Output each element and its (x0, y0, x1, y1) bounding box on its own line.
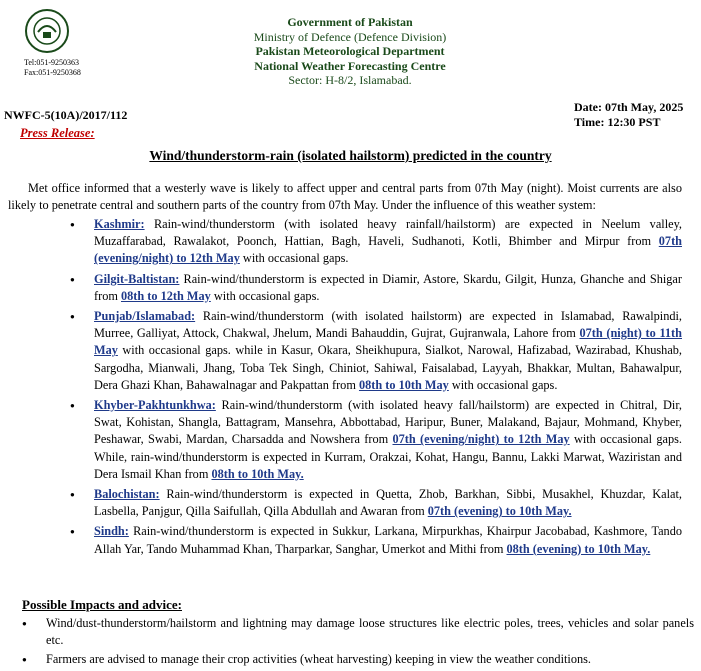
date-range: 08th to 12th May (120, 288, 211, 303)
list-item: ● Wind/dust-thunderstorm/hailstorm and lightning may damage loose structures like electric poles, trees, vehicles and solar panels etc. (22, 615, 694, 649)
letterhead-line-2: Ministry of Defence (Defence Division) (253, 29, 447, 44)
date-range-2: 08th to 10th May. (211, 466, 304, 481)
region-text: Rain-wind/thunderstorm is expected in Quetta, Zhob, Barkhan, Sibbi, Musakhel, Khuzdar, Kalat, Lasbella, Panjgur, Qilla Saifullah, Qilla Abdullah and Awaran from (94, 487, 682, 519)
region-tail: with occasional gaps. (239, 251, 349, 266)
date-line: Date: 07th May, 2025 (574, 100, 684, 114)
region-name: Sindh: (94, 524, 129, 539)
region-name: Kashmir: (94, 217, 145, 231)
region-tail: with occasional gaps. while in Kasur, Okara, Sheikhupura, Sialkot, Narowal, Hafizabad, Wazirabad, Khushab, Sargodha, Mianwali, Jhang, Toba Tek Singh, Chiniot, Sahiwal, Faisalabad, Layyah, Bhakkar, Multan, Bahawalpur, Dera Ghazi Khan, Bahawalnagar and Pakpattan from (94, 343, 682, 392)
impacts-heading: Possible Impacts and advice: (22, 597, 182, 612)
date-range: 07th (night) to 11th May (94, 326, 682, 358)
reference-number: NWFC-5(10A)/2017/112 (4, 108, 128, 122)
region-tail-2: with occasional gaps. (448, 377, 558, 392)
tel-number: Tel:051-9250363 (24, 58, 79, 67)
document-title: Wind/thunderstorm-rain (isolated hailstorm) predicted in the country (149, 148, 552, 163)
region-name: Punjab/Islamabad: (94, 309, 196, 324)
contact-info (24, 58, 81, 78)
list-item (70, 216, 682, 268)
region-text: Rain-wind/thunderstorm is expected in Sukkur, Larkana, Mirpurkhas, Khairpur Jacobabad, Kashmore, Tando Allah Yar, Tando Muhammad Khan, Tharparkar, Sanghar, Umerkot and Mithi from (94, 524, 682, 556)
letterhead-line-1: Government of Pakistan (287, 15, 413, 29)
date-time-block (574, 100, 683, 130)
region-name: Balochistan: (94, 487, 160, 502)
letterhead-line-5: Sector: H-8/2, Islamabad. (288, 73, 412, 87)
list-item (70, 397, 682, 483)
press-release-label: Press Release: (20, 126, 95, 140)
region-name: Gilgit-Baltistan: (94, 271, 180, 286)
date-range: 07th (evening) to 10th May. (427, 504, 572, 519)
list-item (70, 523, 682, 557)
date-range: 07th (evening/night) to 12th May (392, 432, 570, 447)
date-range: 08th (evening) to 10th May. (506, 541, 651, 556)
region-text: Rain-wind/thunderstorm (with isolated heavy rainfall/hailstorm) are expected in Neelum valley, Muzaffarabad, Rawalakot, Poonch, Hattian, Bagh, Haveli, Sudhanoti, Kotli, Bhimber and Mirpur from (94, 217, 682, 249)
date-range: 07th (evening/night) to 12th May (94, 234, 682, 266)
region-forecast-list (70, 216, 682, 561)
region-text: Rain-wind/thunderstorm is expected in Diamir, Astore, Skardu, Gilgit, Hunza, Ghanche and Shigar from (94, 271, 682, 303)
intro-paragraph: Met office informed that a westerly wave is likely to affect upper and central parts from 07th May (night). Moist currents are also likely to penetrate central and southern parts of the country from 07th May. Under the influence of this weather system: (8, 181, 682, 213)
letterhead-line-3: Pakistan Meteorological Department (255, 44, 445, 58)
list-item (70, 308, 682, 394)
region-tail: with occasional gaps. (210, 288, 320, 303)
region-tail: with occasional gaps. While, rain-wind/thunderstorm is expected in Kurram, Orakzai, Kohat, Hangu, Bannu, Lakki Marwat, Waziristan and Dera Ismail Khan from (94, 432, 682, 481)
list-item (70, 271, 682, 305)
advice-list (22, 615, 694, 671)
region-name: Khyber-Pakhtunkhwa: (94, 398, 216, 413)
pmd-logo-icon (24, 8, 70, 54)
region-text: Rain-wind/thunderstorm (with isolated heavy fall/hailstorm) are expected in Chitral, Dir, Swat, Kohistan, Shangla, Battagram, Mansehra, Abbottabad, Haripur, Buner, Malakand, Bajaur, Mohmand, Khyber, Peshawar, Swabi, Mardan, Charsadda and Nowshera from (94, 398, 682, 447)
date-range-2: 08th to 10th May (358, 377, 449, 392)
fax-number: Fax:051-9250368 (24, 68, 81, 77)
list-item (70, 486, 682, 520)
time-line: Time: 12:30 PST (574, 115, 661, 129)
list-item: ● Farmers are advised to manage their crop activities (wheat harvesting) keeping in view the weather conditions. (22, 651, 694, 668)
letterhead-line-4: National Weather Forecasting Centre (254, 58, 446, 73)
region-text: Rain-wind/thunderstorm (with isolated hailstorm) are expected in Islamabad, Rawalpindi, Murree, Galliyat, Attock, Chakwal, Jhelum, Mandi Bahauddin, Gujrat, Gujranwala, Lahore from (94, 309, 682, 341)
letterhead (200, 15, 500, 88)
